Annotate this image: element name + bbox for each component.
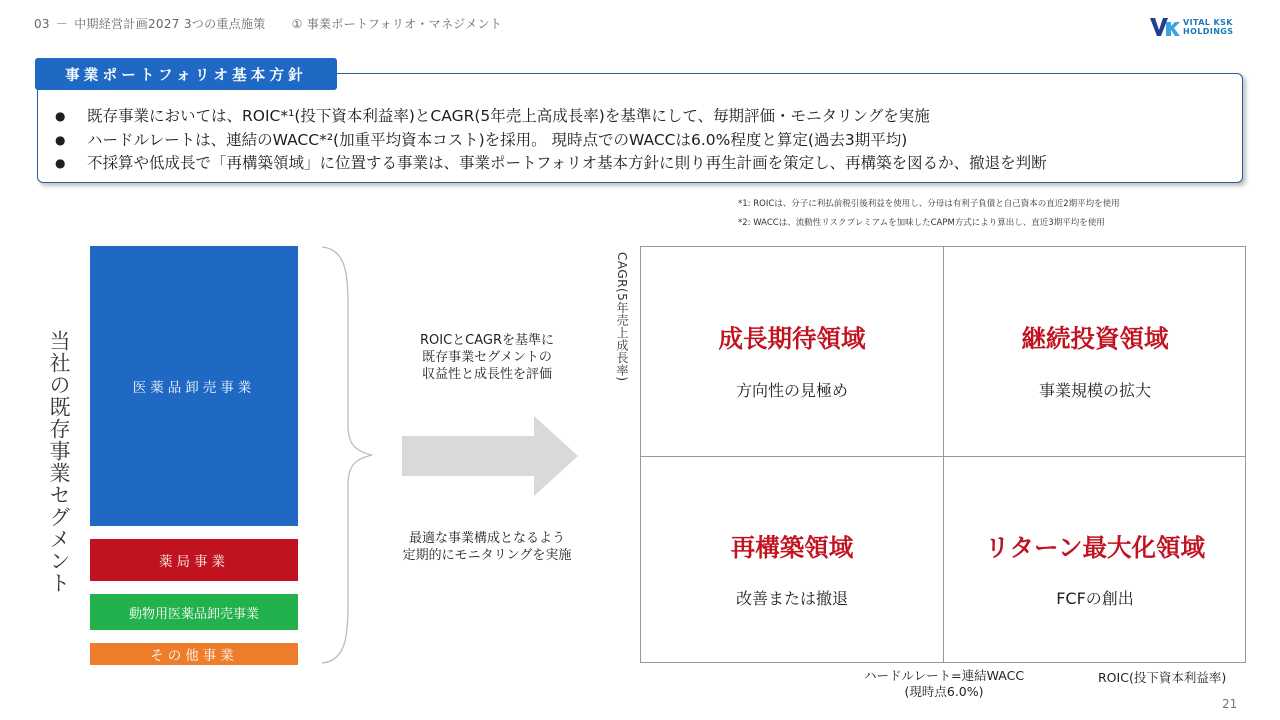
footnote-1: *1: ROICは、分子に利払前税引後利益を使用し、分母は有利子負債と自己資本の直近2期平均を使用 xyxy=(738,199,1120,209)
page-subtitle: ① 事業ポートフォリオ・マネジメント xyxy=(291,17,503,31)
segment-other: その他事業 xyxy=(90,643,298,665)
quadrant-title: 成長期待領域 xyxy=(718,324,866,353)
page-number: 21 xyxy=(1222,697,1238,711)
x-axis-label: ROIC(投下資本利益率) xyxy=(1098,670,1227,685)
segment-pharmacy: 薬局事業 xyxy=(90,539,298,581)
segments-side-label: 当社の既存事業セグメント xyxy=(47,330,71,594)
quadrant-description: 方向性の見極め xyxy=(735,381,848,400)
quadrant-return-maximization xyxy=(944,457,1246,665)
quadrant-continued-investment xyxy=(944,247,1246,455)
curly-brace xyxy=(318,245,378,665)
quadrant-title: リターン最大化領域 xyxy=(984,533,1205,562)
page-title: 中期経営計画2027 3つの重点施策 xyxy=(74,17,266,31)
monitoring-text: 最適な事業構成となるよう 定期的にモニタリングを実施 xyxy=(402,531,572,563)
footnote-2: *2: WACCは、流動性リスクプレミアムを加味したCAPM方式により算出し、直近3期平均を使用 xyxy=(738,218,1105,228)
logo-text-top: VITAL KSK xyxy=(1183,18,1233,27)
segment-pharma-wholesale: 医薬品卸売事業 xyxy=(90,246,298,526)
bullet-icon: ● xyxy=(55,132,66,147)
section-number: 03 xyxy=(34,17,50,31)
breadcrumb xyxy=(34,15,502,32)
segment-veterinary-wholesale: 動物用医薬品卸売事業 xyxy=(90,594,298,630)
policy-title: 事業ポートフォリオ基本方針 xyxy=(35,58,337,90)
breadcrumb-separator: － xyxy=(55,17,69,31)
policy-list xyxy=(55,105,1047,176)
portfolio-matrix xyxy=(640,246,1246,663)
y-axis-label: CAGR(5年売上成長率) xyxy=(615,252,629,382)
quadrant-growth-expectation xyxy=(641,247,943,455)
quadrant-description: 改善または撤退 xyxy=(735,589,848,608)
quadrant-restructuring xyxy=(641,457,943,665)
quadrant-title: 再構築領域 xyxy=(730,533,854,562)
quadrant-description: FCFの創出 xyxy=(1056,589,1134,608)
policy-item: ● 不採算や低成長で「再構築領域」に位置する事業は、事業ポートフォリオ基本方針に則り再生計画を策定し、再構築を図るか、撤退を判断 xyxy=(55,152,1047,176)
quadrant-description: 事業規模の拡大 xyxy=(1038,381,1151,400)
evaluation-text: ROICとCAGRを基準に 既存事業セグメントの 収益性と成長性を評価 xyxy=(419,333,555,382)
bullet-icon: ● xyxy=(55,109,66,123)
hurdle-rate-label: ハードルレート=連結WACC (現時点6.0%) xyxy=(863,668,1025,699)
policy-item: ● 既存事業においては、ROIC*¹(投下資本利益率)とCAGR(5年売上高成長率)を基準にして、毎期評価・モニタリングを実施 xyxy=(55,105,1047,129)
company-logo xyxy=(1150,16,1246,38)
bullet-icon: ● xyxy=(55,156,66,170)
logo-mark-icon xyxy=(1150,18,1180,36)
footnotes xyxy=(738,195,1120,233)
quadrant-title: 継続投資領域 xyxy=(1021,324,1169,353)
policy-item: ● ハードルレートは、連結のWACC*²(加重平均資本コスト)を採用。 現時点でのWACCは6.0%程度と算定(過去3期平均) xyxy=(55,129,1047,153)
right-arrow-icon xyxy=(402,416,578,496)
logo-text-bottom: HOLDINGS xyxy=(1183,27,1234,36)
